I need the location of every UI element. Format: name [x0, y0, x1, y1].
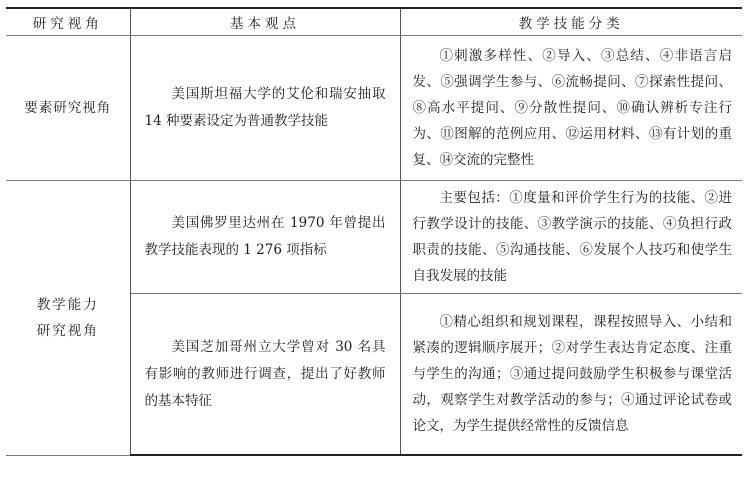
- skills-cell: [400, 36, 742, 181]
- teaching-skills-table: [6, 7, 742, 456]
- viewpoint-text: 美国佛罗里达州在 1970 年曾提出教学技能表现的 1 276 项指标: [144, 215, 386, 258]
- header-row: [6, 8, 742, 36]
- skills-text: 主要包括：①度量和评价学生行为的技能、②进行教学设计的技能、③教学演示的技能、④负担行政职责的技能、⑤沟通技能、⑥发展个人技巧和使学生自我发展的技能: [412, 190, 732, 284]
- header-viewpoint: 基本观点: [130, 8, 400, 36]
- skills-cell: [400, 181, 742, 294]
- perspective-cell-ability: [6, 181, 130, 456]
- header-perspective: 研究视角: [6, 8, 130, 36]
- viewpoint-text: 美国芝加哥州立大学曾对 30 名具有影响的教师进行调查，提出了好教师的基本特征: [144, 338, 386, 409]
- viewpoint-cell: [130, 181, 400, 294]
- table-row: [6, 181, 742, 294]
- header-skills: 教学技能分类: [400, 8, 742, 36]
- skills-text: ①刺激多样性、②导入、③总结、④非语言启发、⑤强调学生参与、⑥流畅提问、⑦探索性提问、⑧高水平提问、⑨分散性提问、⑩确认辨析专注行为、⑪图解的范例应用、⑫运用材料、⑬有计划的重复、⑭交流的完整性: [412, 48, 732, 168]
- viewpoint-cell: [130, 294, 400, 456]
- perspective-label: 教学能力研究视角: [36, 296, 99, 339]
- viewpoint-cell: [130, 36, 400, 181]
- skills-text: ①精心组织和规划课程，课程按照导入、小结和紧凑的逻辑顺序展开；②对学生表达肯定态度、注重与学生的沟通；③通过提问鼓励学生积极参与课堂活动，观察学生对教学活动的参与；④通过评论试卷或论文，为学生提供经常性的反馈信息: [412, 314, 732, 434]
- table-row: [6, 36, 742, 181]
- perspective-cell-element: [6, 36, 130, 181]
- perspective-label: 要素研究视角: [24, 100, 112, 116]
- skills-cell: [400, 294, 742, 456]
- viewpoint-text: 美国斯坦福大学的艾伦和瑞安抽取 14 种要素设定为普通教学技能: [144, 86, 386, 129]
